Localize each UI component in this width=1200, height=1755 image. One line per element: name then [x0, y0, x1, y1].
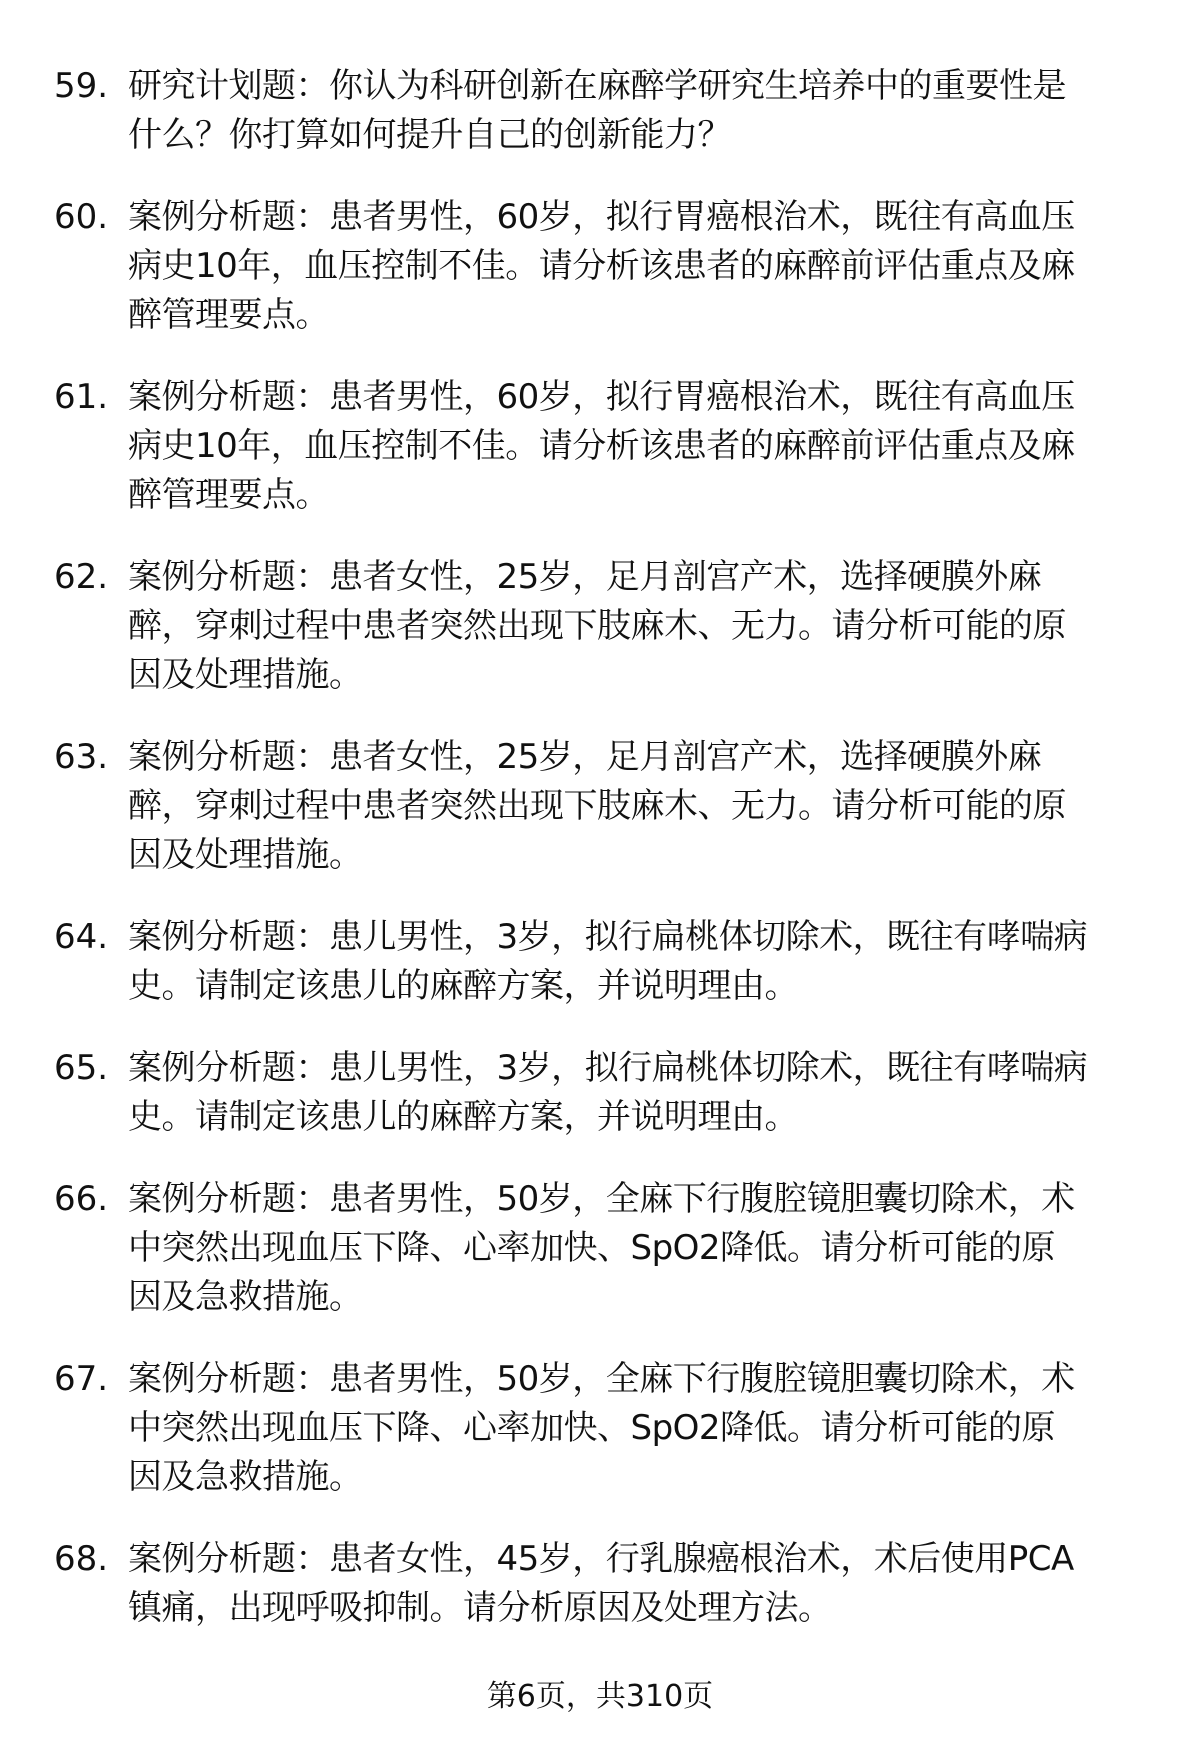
- question-text: [128, 913, 1200, 1011]
- question-text-line: 因及处理措施。: [128, 835, 363, 875]
- question-text-line: 病史10年，血压控制不佳。请分析该患者的麻醉前评估重点及麻: [128, 426, 1075, 466]
- question-number: 59.: [54, 66, 109, 106]
- question-text: [128, 373, 1200, 520]
- question-item: [0, 193, 1200, 340]
- question-text-line: 中突然出现血压下降、心率加快、SpO2降低。请分析可能的原: [128, 1228, 1056, 1268]
- question-text-line: 研究计划题：你认为科研创新在麻醉学研究生培养中的重要性是: [128, 66, 1066, 106]
- question-number: 61.: [54, 377, 109, 417]
- question-item: [0, 1535, 1200, 1633]
- question-text-line: 因及处理措施。: [128, 655, 363, 695]
- question-item: [0, 1355, 1200, 1502]
- question-number: 62.: [54, 557, 109, 597]
- question-text: [128, 62, 1200, 160]
- question-number: 63.: [54, 737, 109, 777]
- question-number: 68.: [54, 1539, 109, 1579]
- question-number: 66.: [54, 1179, 109, 1219]
- question-text: [128, 1175, 1200, 1322]
- question-text: [128, 733, 1200, 880]
- question-item: [0, 1175, 1200, 1322]
- question-number: 64.: [54, 917, 109, 957]
- question-item: [0, 553, 1200, 700]
- question-text: [128, 1044, 1200, 1142]
- question-item: [0, 373, 1200, 520]
- question-text-line: 案例分析题：患者男性，50岁，全麻下行腹腔镜胆囊切除术，术: [128, 1179, 1075, 1219]
- question-list: [0, 62, 1200, 1666]
- question-text-line: 案例分析题：患儿男性，3岁，拟行扁桃体切除术，既往有哮喘病: [128, 917, 1088, 957]
- question-text: [128, 553, 1200, 700]
- question-text-line: 案例分析题：患者女性，25岁，足月剖宫产术，选择硬膜外麻: [128, 557, 1042, 597]
- question-text-line: 因及急救措施。: [128, 1457, 363, 1497]
- question-item: [0, 733, 1200, 880]
- question-item: [0, 1044, 1200, 1142]
- question-text-line: 案例分析题：患者男性，50岁，全麻下行腹腔镜胆囊切除术，术: [128, 1359, 1075, 1399]
- question-item: [0, 62, 1200, 160]
- question-item: [0, 913, 1200, 1011]
- question-text: [128, 1535, 1200, 1633]
- question-text-line: 中突然出现血压下降、心率加快、SpO2降低。请分析可能的原: [128, 1408, 1056, 1448]
- question-number: 60.: [54, 197, 109, 237]
- question-text-line: 案例分析题：患者女性，25岁，足月剖宫产术，选择硬膜外麻: [128, 737, 1042, 777]
- question-text-line: 案例分析题：患儿男性，3岁，拟行扁桃体切除术，既往有哮喘病: [128, 1048, 1088, 1088]
- question-text-line: 史。请制定该患儿的麻醉方案，并说明理由。: [128, 966, 798, 1006]
- question-number: 67.: [54, 1359, 109, 1399]
- question-text-line: 镇痛，出现呼吸抑制。请分析原因及处理方法。: [128, 1588, 832, 1628]
- question-text-line: 醉管理要点。: [128, 295, 329, 335]
- question-text-line: 因及急救措施。: [128, 1277, 363, 1317]
- question-text-line: 病史10年，血压控制不佳。请分析该患者的麻醉前评估重点及麻: [128, 246, 1075, 286]
- question-text-line: 案例分析题：患者男性，60岁，拟行胃癌根治术，既往有高血压: [128, 197, 1075, 237]
- question-text-line: 醉，穿刺过程中患者突然出现下肢麻木、无力。请分析可能的原: [128, 786, 1066, 826]
- question-text-line: 史。请制定该患儿的麻醉方案，并说明理由。: [128, 1097, 798, 1137]
- question-text-line: 什么？你打算如何提升自己的创新能力？: [128, 115, 731, 155]
- question-text-line: 案例分析题：患者男性，60岁，拟行胃癌根治术，既往有高血压: [128, 377, 1075, 417]
- question-text-line: 醉，穿刺过程中患者突然出现下肢麻木、无力。请分析可能的原: [128, 606, 1066, 646]
- page-number: 第6页，共310页: [486, 1679, 714, 1714]
- question-number: 65.: [54, 1048, 109, 1088]
- question-text-line: 醉管理要点。: [128, 475, 329, 515]
- question-text: [128, 1355, 1200, 1502]
- question-text-line: 案例分析题：患者女性，45岁，行乳腺癌根治术，术后使用PCA: [128, 1539, 1074, 1579]
- question-text: [128, 193, 1200, 340]
